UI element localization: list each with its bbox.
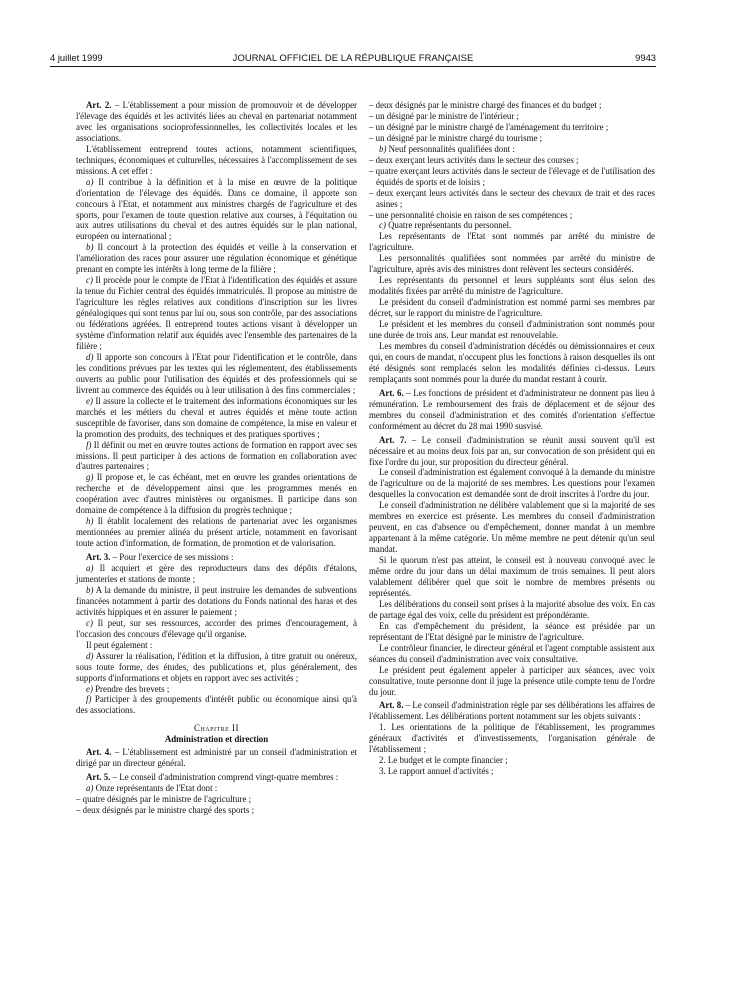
article-number: Art. 5. [86,772,111,783]
article-number: Art. 2. [86,100,112,110]
paragraph: a) Il contribue à la définition et à la mise en œuvre de la politique d'orientation de l'élevage des équidés. Dans ce domaine, il apporte son concours à l'Etat, et notamment aux ministres chargés de l'agriculture et des sports, pour l'examen de toute question relative aux courses, à l'équitation ou aux autres utilisations du cheval et des autres équidés sur le plan national, européen ou international ; [76,176,357,242]
article-paragraph: Art. 3. – Pour l'exercice de ses missions : [86,552,234,563]
list-item: – deux exerçant leurs activités dans le secteur des courses ; [369,154,579,165]
paragraph: Le président du conseil d'administration est nommé parmi ses membres par décret, sur le rapport du ministre de l'agriculture. [369,297,655,319]
article-paragraph: Art. 2. – L'établissement a pour mission de promouvoir et de développer l'élevage des équidés et les activités liées au cheval en partenariat notamment avec les organisations socioprofessionnelles, les collectivités locales et les associations. [76,100,358,143]
item-letter: c) [379,220,386,231]
article-number: Art. 6. [379,387,404,398]
paragraph: f) Il définit ou met en œuvre toutes actions de formation en rapport avec ses missions. Il peut participer à des actions de formation en collaboration avec d'autres partenaires ; [76,439,357,472]
paragraph: L'établissement entreprend toutes actions, notamment scientifiques, techniques, économiques et culturelles, nécessaires à l'accomplissement de ses missions. A cet effet : [76,143,357,176]
article-number: Art. 8. [379,700,404,711]
article-number: Art. 3. [86,552,111,563]
header-journal-title: JOURNAL OFFICIEL DE LA RÉPUBLIQUE FRANÇAISE [232,52,474,63]
item-letter: h) [86,516,94,527]
list-item: – quatre désignés par le ministre de l'agriculture ; [76,794,252,805]
item-letter: g) [86,472,94,483]
paragraph: Les représentants de l'Etat sont nommés par arrêté du ministre de l'agriculture. [369,231,655,253]
item-letter: c) [86,617,93,628]
paragraph: e) Prendre des brevets ; [86,683,170,694]
paragraph: b) Il concourt à la protection des équidés et veille à la conservation et l'amélioration des races pour assurer une régulation économique et génétique prenant en compte les intérêts à long terme de la filière ; [76,242,357,275]
paragraph: c) Il procède pour le compte de l'Etat à l'identification des équidés et assure la tenue du Fichier central des équidés immatriculés. Il propose au ministre de l'agriculture les règles relatives aux conditions d'inscription sur les livres généalogiques qui sont tenus par lui ou, sous son contrôle, par des associations ou fédérations agréées. Il entreprend toutes actions visant à développer un système d'information relatif aux équidés avec l'ensemble des partenaires de la filière ; [76,275,357,351]
paragraph: Les membres du conseil d'administration décédés ou démissionnaires et ceux qui, en cours de mandat, n'occupent plus les fonctions à raison desquelles ils ont été désignés sont remplacés selon les modalités définies ci-dessus. Leurs remplaçants sont nommés pour la durée du mandat restant à courir. [369,340,655,384]
list-item: – un désigné par le ministre de l'intérieur ; [369,110,519,121]
item-letter: b) [379,143,387,154]
item-letter: e) [86,395,93,406]
item-letter: f) [86,694,92,705]
article-paragraph: Art. 7. – Le conseil d'administration se réunit aussi souvent qu'il est nécessaire et au moins deux fois par an, sur convocation de son président qui en fixe l'ordre du jour, sur proposition du directeur général. [369,434,655,467]
item-letter: d) [86,650,94,661]
article-number: Art. 4. [86,747,112,758]
paragraph: 3. Le rapport annuel d'activités ; [379,766,494,777]
list-item: – deux désignés par le ministre chargé des finances et du budget ; [369,100,602,110]
list-item: – un désigné par le ministre chargé du tourisme ; [369,132,543,143]
paragraph: Le président et les membres du conseil d'administration sont nommés pour une durée de trois ans. Leur mandat est renouvelable. [369,319,655,341]
paragraph: Le conseil d'administration ne délibère valablement que si la majorité de ses membres en exercice est présente. Les membres du conseil d'administration peuvent, en cas d'absence ou d'empêchement, donner mandat à un membre appartenant à la même catégorie. Un même membre ne peut détenir qu'un seul mandat. [369,500,655,555]
article-paragraph: Art. 6. – Les fonctions de président et d'administrateur ne donnent pas lieu à rémunération. Le remboursement des frais de déplacement et de séjour des membres du conseil d'administration et des comités d'orientation s'effectue conformément au décret du 28 mai 1990 susvisé. [369,387,655,431]
article-paragraph: Art. 4. – L'établissement est administré par un conseil d'administration et dirigé par un directeur général. [76,747,357,769]
paragraph: c) Il peut, sur ses ressources, accorder des primes d'encouragement, à l'occasion des concours d'élevage qu'il organise. [76,617,357,639]
item-letter: e) [86,683,93,694]
item-letter: b) [86,242,94,253]
paragraph: 1. Les orientations de la politique de l'établissement, les programmes généraux d'activités et d'investissements, l'organisation générale de l'établissement ; [369,722,655,755]
paragraph: Les personnalités qualifiées sont nommées par arrêté du ministre de l'agriculture, après avis des ministres dont relèvent les secteurs considérés. [369,253,655,275]
paragraph: Le conseil d'administration est également convoqué à la demande du ministre de l'agriculture ou de la majorité de ses membres. Les questions pour l'examen desquelles la convocation est demandée sont de droit inscrites à l'ordre du jour. [369,467,655,500]
paragraph: 2. Le budget et le compte financier ; [379,755,508,766]
item-letter: f) [86,439,92,450]
paragraph: Les délibérations du conseil sont prises à la majorité absolue des voix. En cas de partage égal des voix, celle du président est prépondérante. [369,598,655,620]
paragraph: d) Assurer la réalisation, l'édition et la diffusion, à titre gratuit ou onéreux, sous toute forme, des études, des publications et, plus généralement, des supports d'informations et objets en rapport avec ses activités ; [76,650,357,683]
paragraph: a) Il acquiert et gère des reproducteurs dans des dépôts d'étalons, jumenteries et stations de monte ; [76,563,357,584]
paragraph: d) Il apporte son concours à l'Etat pour l'identification et le contrôle, dans les conditions prévues par les textes qui les réglementent, des établissements ouverts au public pour l'utilisation des équidés et des professionnels qui se livrent au commerce des équidés ou à leur utilisation à des fins commerciales ; [76,351,357,395]
right-column [369,100,655,777]
left-column [76,100,357,816]
chapter-heading: Chapitre II [194,723,239,734]
section-heading: Administration et direction [164,734,269,745]
list-item: – quatre exerçant leurs activités dans le secteur de l'élevage et de l'utilisation des équidés de sports et de loisirs ; [369,165,655,187]
list-item: – un désigné par le ministre chargé de l'aménagement du territoire ; [369,121,609,132]
running-header [50,52,656,67]
article-paragraph: Art. 8. – Le conseil d'administration règle par ses délibérations les affaires de l'établissement. Les délibérations portent notamment sur les objets suivants : [369,700,655,722]
paragraph: Les représentants du personnel et leurs suppléants sont élus selon des modalités fixées par arrêté du ministre de l'agriculture. [369,275,655,297]
list-item: – deux exerçant leurs activités dans le secteur des chevaux de trait et des races asines ; [369,187,655,209]
item-letter: a) [86,783,94,794]
paragraph: Si le quorum n'est pas atteint, le conseil est à nouveau convoqué avec le même ordre du jour dans un délai maximum de trois semaines. Il peut alors valablement délibérer quel que soit le nombre de membres présents ou représentés. [369,555,655,598]
header-page-number: 9943 [635,52,656,63]
paragraph: e) Il assure la collecte et le traitement des informations économiques sur les marchés et les métiers du cheval et autres équidés et mène toute action susceptible de favoriser, dans son domaine de compétence, la mise en valeur et la promotion des produits, des techniques et des pratiques sportives ; [76,395,357,439]
item-letter: b) [86,584,94,595]
paragraph: a) Onze représentants de l'Etat dont : [86,783,218,794]
item-letter: c) [86,275,93,286]
paragraph: Il peut également : [86,639,153,650]
paragraph: Le contrôleur financier, le directeur général et l'agent comptable assistent aux séances du conseil d'administration avec voix consultative. [369,642,655,664]
item-letter: d) [86,351,94,362]
list-item: – une personnalité choisie en raison de ses compétences ; [369,209,573,220]
paragraph: g) Il propose et, le cas échéant, met en œuvre les grandes orientations de recherche et de développement ainsi que les programmes menés en coopération avec d'autres ministères ou organismes. Il participe dans son domaine de compétence à la diffusion du progrès technique ; [76,472,357,516]
item-letter: a) [86,563,94,574]
paragraph: Le président peut également appeler à participer aux séances, avec voix consultative, toute personne dont il juge la présence utile compte tenu de l'ordre du jour. [369,664,655,697]
header-date: 4 juillet 1999 [50,52,103,63]
paragraph: f) Participer à des groupements d'intérêt public ou économique ainsi qu'à des associations. [76,694,357,716]
list-item: – deux désignés par le ministre chargé des sports ; [76,805,255,816]
paragraph: En cas d'empêchement du président, la séance est présidée par un représentant de l'Etat désigné par le ministre de l'agriculture. [369,620,655,642]
paragraph: c) Quatre représentants du personnel. [379,220,512,231]
item-letter: a) [86,176,94,187]
paragraph: h) Il établit localement des relations de partenariat avec les organismes mentionnées au premier alinéa du présent article, notamment en favorisant toute action d'information, de formation, de promotion et de valorisation. [76,516,357,549]
paragraph: b) Neuf personnalités qualifiées dont : [379,143,515,154]
article-number: Art. 7. [379,434,407,445]
article-paragraph: Art. 5. – Le conseil d'administration comprend vingt-quatre membres : [86,772,339,783]
paragraph: b) A la demande du ministre, il peut instruire les demandes de subventions financées notamment à partir des dotations du Fonds national des haras et des activités hippiques et en assurer le paiement ; [76,584,357,617]
